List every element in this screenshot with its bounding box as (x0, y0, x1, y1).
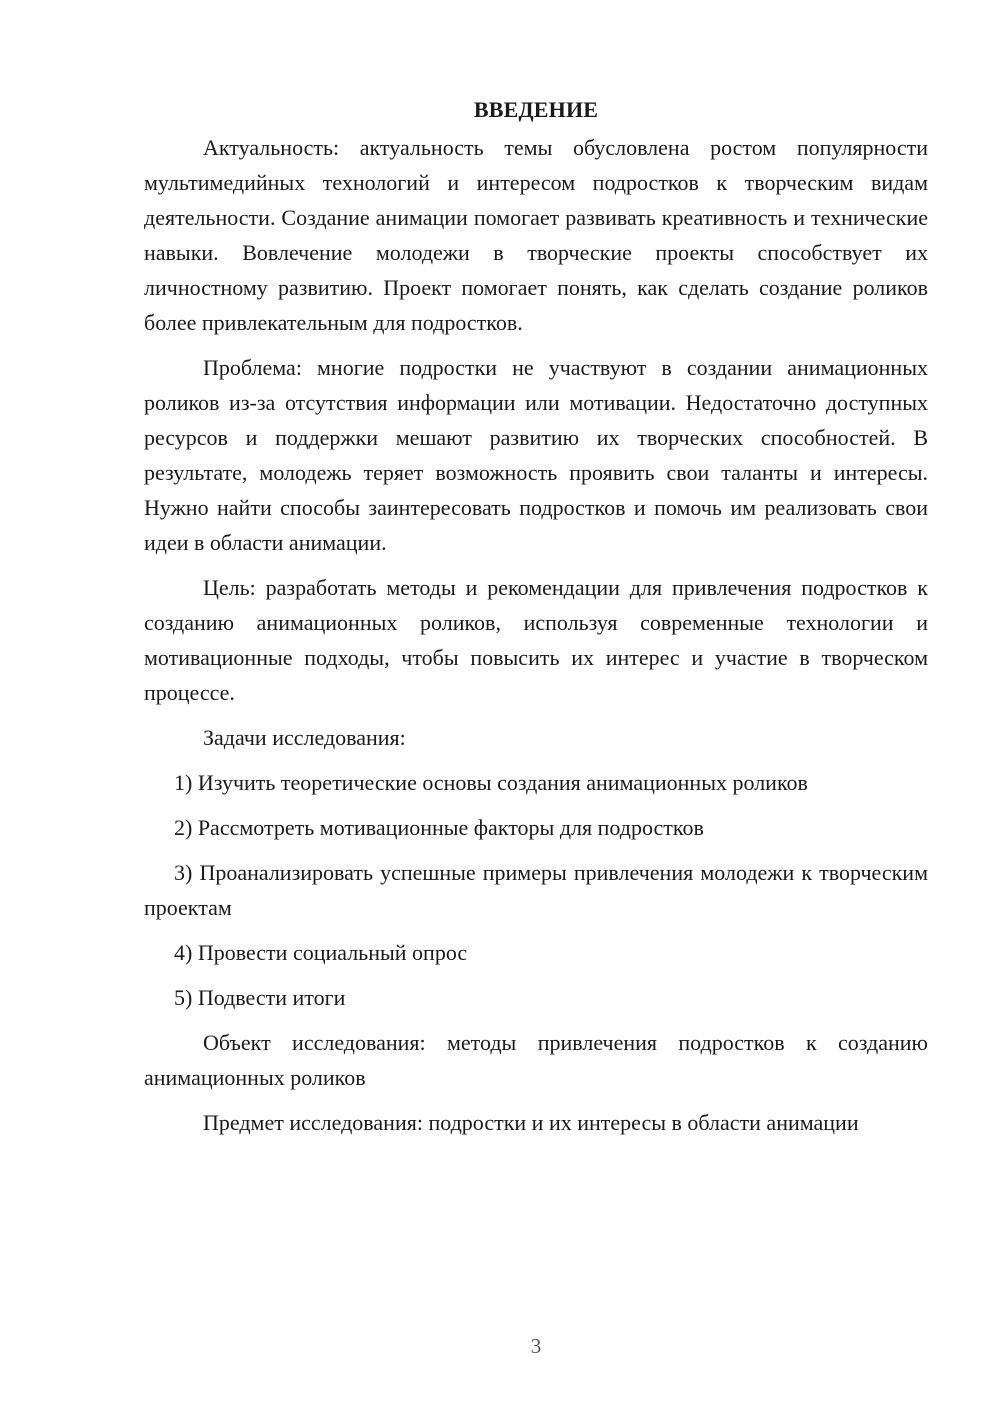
task-item-3: 3) Проанализировать успешные примеры привлечения молодежи к творческим проектам (144, 860, 928, 920)
relevance-paragraph: Актуальность: актуальность темы обусловлена ростом популярности мультимедийных технологий и интересом подростков к творческим видам деятельности. Создание анимации помогает развивать креативность и технические навыки. Вовлечение молодежи в творческие проекты способствует их личностному развитию. Проект помогает понять, как сделать создание роликов более привлекательным для подростков. (144, 135, 928, 335)
problem-paragraph: Проблема: многие подростки не участвуют в создании анимационных роликов из-за отсутствия информации или мотивации. Недостаточно доступных ресурсов и поддержки мешают развитию их творческих способностей. В результате, молодежь теряет возможность проявить свои таланты и интересы. Нужно найти способы заинтересовать подростков и помочь им реализовать свои идеи в области анимации. (144, 355, 928, 555)
section-heading: ВВЕДЕНИЕ (473, 97, 599, 122)
tasks-title: Задачи исследования: (203, 725, 406, 750)
task-item-1: 1) Изучить теоретические основы создания анимационных роликов (174, 770, 808, 795)
goal-paragraph: Цель: разработать методы и рекомендации для привлечения подростков к созданию анимационных роликов, используя современные технологии и мотивационные подходы, чтобы повысить их интерес и участие в творческом процессе. (144, 575, 928, 705)
page-content (144, 92, 928, 1150)
page-number: 3 (530, 1334, 542, 1358)
task-item-2: 2) Рассмотреть мотивационные факторы для подростков (174, 815, 704, 840)
task-item-4: 4) Провести социальный опрос (174, 940, 468, 965)
task-item-5: 5) Подвести итоги (174, 985, 346, 1010)
research-subject-paragraph: Предмет исследования: подростки и их интересы в области анимации (203, 1110, 859, 1135)
research-object-paragraph: Объект исследования: методы привлечения подростков к созданию анимационных роликов (144, 1030, 928, 1090)
